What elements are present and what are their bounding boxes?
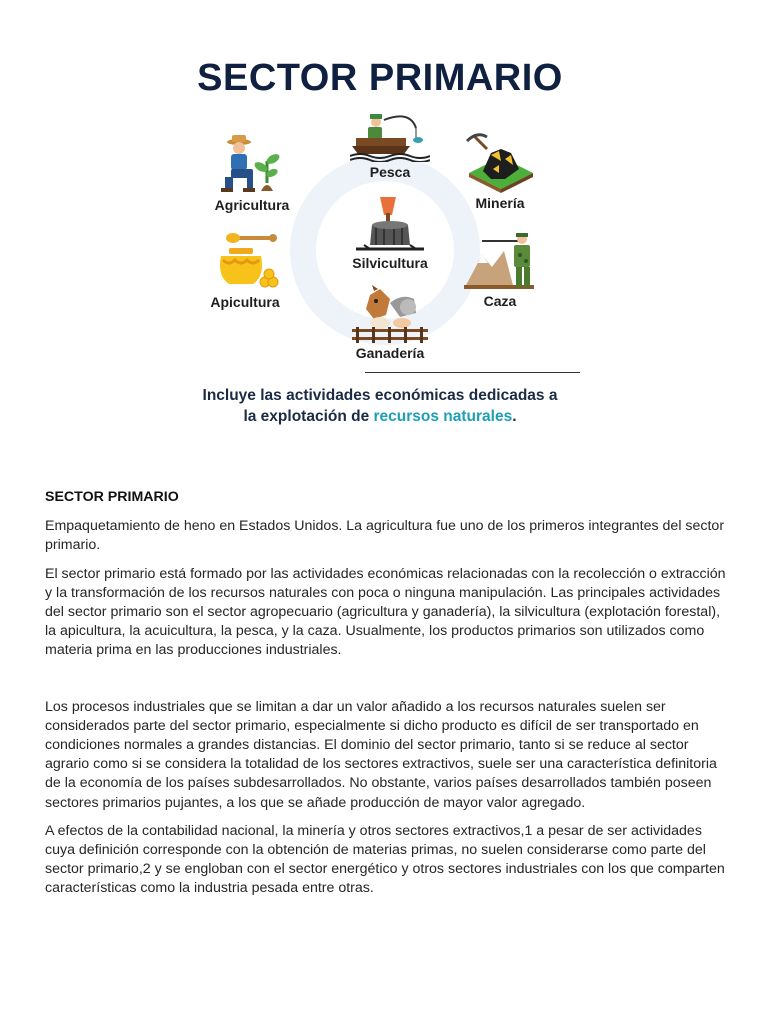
activity-agricultura — [187, 133, 317, 213]
coal-mine-icon — [461, 133, 539, 193]
label-agricultura: Agricultura — [214, 197, 290, 213]
label-mineria: Minería — [475, 195, 525, 211]
paragraph-3: Los procesos industriales que se limitan a dar un valor añadido a los recursos naturales suelen ser considerados parte del sector primario, especialmente si dicho producto es difícil de ser transportado en condiciones normales a grandes distancias. El dominio del sector primario, tanto si se reduce al sector agrario como si se considera la totalidad de los sectores extractivos, suele ser una característica definitoria de la economía de los países subdesarrollados. No obstante, varios países desarrollados también poseen sectores primarios pujantes, a los que se añade producción de mayor valor agregado. — [45, 698, 717, 811]
caption-highlight: recursos naturales — [373, 408, 513, 425]
caption-line-2 — [130, 406, 630, 427]
caption-line-1: Incluye las actividades económicas dedicadas a — [202, 387, 558, 404]
infographic-title: SECTOR PRIMARIO — [197, 57, 563, 99]
activity-ganaderia — [325, 285, 455, 361]
fisherman-icon — [350, 110, 430, 162]
label-ganaderia: Ganadería — [355, 345, 425, 361]
article-body — [45, 488, 730, 908]
divider-line — [365, 372, 580, 373]
paragraph-4: A efectos de la contabilidad nacional, la minería y otros sectores extractivos,1 a pesar de ser actividades cuya definición corresponde con la obtención de materias primas, no suelen considerarse como parte del sector primario,2 y se engloban con el sector energético y otros sectores industriales con los que comparten características como la industria pesada entre otras. — [45, 822, 725, 897]
infographic-caption — [130, 385, 630, 427]
article-heading: SECTOR PRIMARIO — [45, 489, 179, 505]
label-apicultura: Apicultura — [210, 294, 280, 310]
hunter-icon — [462, 233, 538, 291]
honey-pot-icon — [209, 230, 281, 292]
caption-suffix: . — [512, 408, 517, 425]
label-silvicultura: Silvicultura — [352, 255, 428, 271]
farmer-icon — [217, 133, 287, 195]
tree-stump-axe-icon — [350, 195, 430, 253]
label-caza: Caza — [483, 293, 517, 309]
label-pesca: Pesca — [369, 164, 411, 180]
livestock-icon — [350, 285, 430, 343]
activity-apicultura — [180, 230, 310, 310]
paragraph-1: Empaquetamiento de heno en Estados Unidos. La agricultura fue uno de los primeros integrantes del sector primario. — [45, 518, 725, 554]
paragraph-2: El sector primario está formado por las actividades económicas relacionadas con la recolección o extracción y la transformación de los recursos naturales con poca o ninguna manipulación. Las principales actividades del sector primario son el sector agropecuario (agricultura y ganadería), la silvicultura (explotación forestal), la apicultura, la acuicultura, la pesca, y la caza. Usualmente, los productos primarios son utilizados como materia prima en las producciones industriales. — [45, 565, 726, 659]
caption-prefix: la explotación de — [243, 408, 374, 425]
sector-primario-infographic — [130, 45, 630, 440]
